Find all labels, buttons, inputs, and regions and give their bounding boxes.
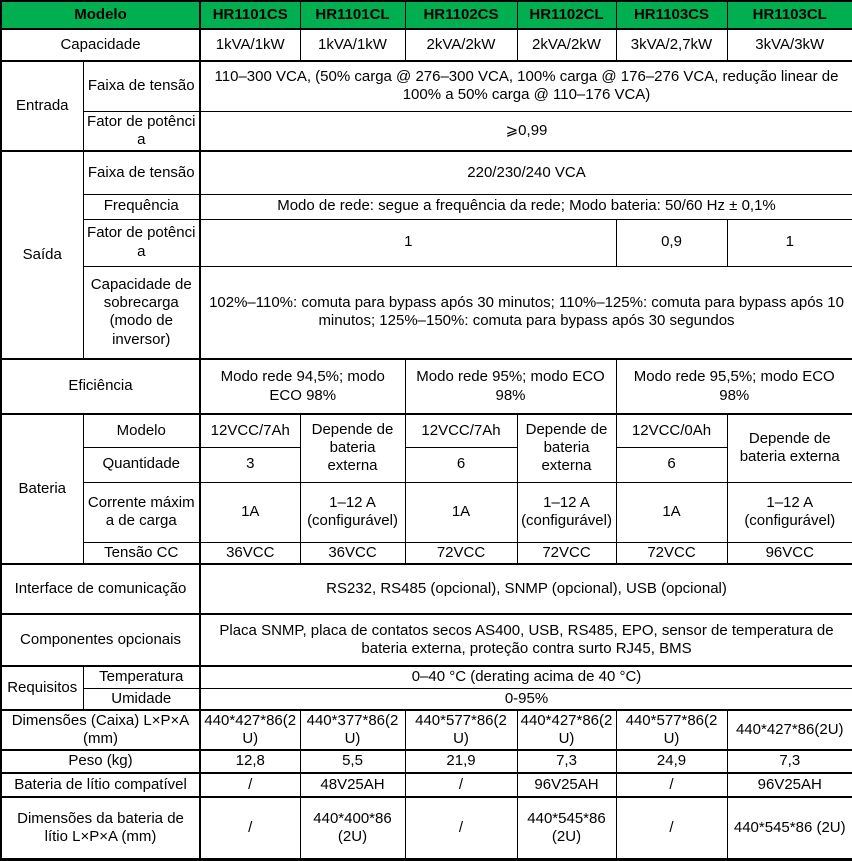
row-label-fator-potencia: Fator de potência — [83, 111, 200, 151]
optional-components-row — [1, 614, 852, 666]
value-cell: 1kVA/1kW — [300, 29, 405, 61]
group-label-entrada: Entrada — [1, 61, 83, 151]
value-cell: 36VCC — [200, 542, 300, 564]
lithium-battery-dimensions-row — [1, 797, 852, 860]
value-cell: RS232, RS485 (opcional), SNMP (opcional), USB (opcional) — [200, 564, 852, 614]
group-label-bateria: Bateria — [1, 414, 83, 564]
communication-interface-row — [1, 564, 852, 614]
value-cell: Depende de bateria externa — [517, 414, 616, 482]
value-cell: 440*427*86(2U) — [727, 710, 852, 751]
value-cell: 1–12 A (configurável) — [727, 482, 852, 542]
row-label-componentes: Componentes opcionais — [1, 614, 200, 666]
row-label-dimensoes: Dimensões (Caixa) L×P×A (mm) — [1, 710, 200, 751]
output-voltage-row — [1, 151, 852, 194]
output-frequency-row — [1, 194, 852, 219]
input-power-factor-row — [1, 111, 852, 151]
value-cell: 72VCC — [517, 542, 616, 564]
value-cell: 1kVA/1kW — [200, 29, 300, 61]
weight-row — [1, 750, 852, 772]
battery-model-row — [1, 414, 852, 447]
row-label-temperatura: Temperatura — [83, 666, 200, 688]
model-header-cell: HR1103CL — [727, 1, 852, 29]
value-cell: 3 — [200, 447, 300, 482]
row-label-bateria-litio: Bateria de lítio compatível — [1, 773, 200, 797]
value-cell: 220/230/240 VCA — [200, 151, 852, 194]
humidity-row — [1, 688, 852, 710]
value-cell: 440*400*86 (2U) — [300, 797, 405, 860]
model-header-label: Modelo — [1, 1, 200, 29]
value-cell: Depende de bateria externa — [300, 414, 405, 482]
row-label-corrente-carga: Corrente máxima de carga — [83, 482, 200, 542]
value-cell: 440*377*86(2U) — [300, 710, 405, 751]
model-header-cell: HR1101CS — [200, 1, 300, 29]
value-cell: 1 — [727, 219, 852, 266]
value-cell: 5,5 — [300, 750, 405, 772]
value-cell: 1A — [616, 482, 727, 542]
value-cell: 6 — [405, 447, 517, 482]
row-label-umidade: Umidade — [83, 688, 200, 710]
value-cell: 72VCC — [405, 542, 517, 564]
model-header-cell: HR1103CS — [616, 1, 727, 29]
row-label-dimensoes-bateria-litio: Dimensões da bateria de lítio L×P×A (mm) — [1, 797, 200, 860]
value-cell: 440*545*86 (2U) — [517, 797, 616, 860]
model-header-cell: HR1102CL — [517, 1, 616, 29]
input-voltage-row — [1, 61, 852, 111]
model-header-cell: HR1102CS — [405, 1, 517, 29]
value-cell: 0,9 — [616, 219, 727, 266]
value-cell: / — [200, 773, 300, 797]
row-label-quantidade: Quantidade — [83, 447, 200, 482]
value-cell: 102%–110%: comuta para bypass após 30 minutos; 110%–125%: comuta para bypass após 10 minutos; 125%–150%: comuta para bypass após 30 segundos — [200, 266, 852, 359]
value-cell: 3kVA/3kW — [727, 29, 852, 61]
row-label-faixa-tensao: Faixa de tensão — [83, 61, 200, 111]
value-cell: 440*577*86(2U) — [405, 710, 517, 751]
row-label-tensao-cc: Tensão CC — [83, 542, 200, 564]
value-cell: 21,9 — [405, 750, 517, 772]
value-cell: 1–12 A (configurável) — [517, 482, 616, 542]
group-label-requisitos: Requisitos — [1, 666, 83, 710]
capacity-row — [1, 29, 852, 61]
lithium-battery-row — [1, 773, 852, 797]
value-cell: 1–12 A (configurável) — [300, 482, 405, 542]
row-label-sobrecarga: Capacidade de sobrecarga (modo de inversor) — [83, 266, 200, 359]
value-cell: 7,3 — [727, 750, 852, 772]
value-cell: 2kVA/2kW — [405, 29, 517, 61]
value-cell: Depende de bateria externa — [727, 414, 852, 482]
value-cell: Modo rede 95,5%; modo ECO 98% — [616, 359, 852, 414]
value-cell: 440*545*86 (2U) — [727, 797, 852, 860]
value-cell: 3kVA/2,7kW — [616, 29, 727, 61]
row-label-interface: Interface de comunicação — [1, 564, 200, 614]
value-cell: 7,3 — [517, 750, 616, 772]
value-cell: / — [405, 797, 517, 860]
value-cell: 72VCC — [616, 542, 727, 564]
value-cell: 2kVA/2kW — [517, 29, 616, 61]
value-cell: 24,9 — [616, 750, 727, 772]
value-cell: 48V25AH — [300, 773, 405, 797]
value-cell: 440*427*86(2U) — [200, 710, 300, 751]
header-row — [1, 1, 852, 29]
battery-charge-current-row — [1, 482, 852, 542]
value-cell: / — [200, 797, 300, 860]
value-cell: / — [616, 773, 727, 797]
value-cell: 440*427*86(2U) — [517, 710, 616, 751]
row-label-peso: Peso (kg) — [1, 750, 200, 772]
temperature-row — [1, 666, 852, 688]
row-label-faixa-tensao: Faixa de tensão — [83, 151, 200, 194]
group-label-saida: Saída — [1, 151, 83, 359]
value-cell: 12VCC/0Ah — [616, 414, 727, 447]
value-cell: 12,8 — [200, 750, 300, 772]
value-cell: Modo rede 94,5%; modo ECO 98% — [200, 359, 405, 414]
value-cell: / — [616, 797, 727, 860]
value-cell: 96V25AH — [727, 773, 852, 797]
value-cell: 36VCC — [300, 542, 405, 564]
value-cell: 1 — [200, 219, 616, 266]
value-cell: Modo rede 95%; modo ECO 98% — [405, 359, 616, 414]
model-header-cell: HR1101CL — [300, 1, 405, 29]
value-cell: 96VCC — [727, 542, 852, 564]
value-cell: Modo de rede: segue a frequência da rede; Modo bateria: 50/60 Hz ± 0,1% — [200, 194, 852, 219]
battery-quantity-row — [1, 447, 852, 482]
battery-dc-voltage-row — [1, 542, 852, 564]
value-cell: 440*577*86(2U) — [616, 710, 727, 751]
overload-row — [1, 266, 852, 359]
value-cell: ⩾0,99 — [200, 111, 852, 151]
value-cell: 96V25AH — [517, 773, 616, 797]
value-cell: 0–40 °C (derating acima de 40 °C) — [200, 666, 852, 688]
value-cell: 1A — [200, 482, 300, 542]
efficiency-row — [1, 359, 852, 414]
value-cell: Placa SNMP, placa de contatos secos AS400, USB, RS485, EPO, sensor de temperatura de bateria externa, proteção contra surto RJ45, BMS — [200, 614, 852, 666]
value-cell: 12VCC/7Ah — [405, 414, 517, 447]
row-label-frequencia: Frequência — [83, 194, 200, 219]
row-label-bateria-modelo: Modelo — [83, 414, 200, 447]
value-cell: 110–300 VCA, (50% carga @ 276–300 VCA, 100% carga @ 176–276 VCA, redução linear de 100% a 50% carga @ 110–176 VCA) — [200, 61, 852, 111]
value-cell: 1A — [405, 482, 517, 542]
value-cell: 12VCC/7Ah — [200, 414, 300, 447]
row-label-fator-potencia: Fator de potência — [83, 219, 200, 266]
row-label-capacidade: Capacidade — [1, 29, 200, 61]
case-dimensions-row — [1, 710, 852, 751]
output-power-factor-row — [1, 219, 852, 266]
value-cell: 6 — [616, 447, 727, 482]
value-cell: / — [405, 773, 517, 797]
value-cell: 0-95% — [200, 688, 852, 710]
row-label-eficiencia: Eficiência — [1, 359, 200, 414]
